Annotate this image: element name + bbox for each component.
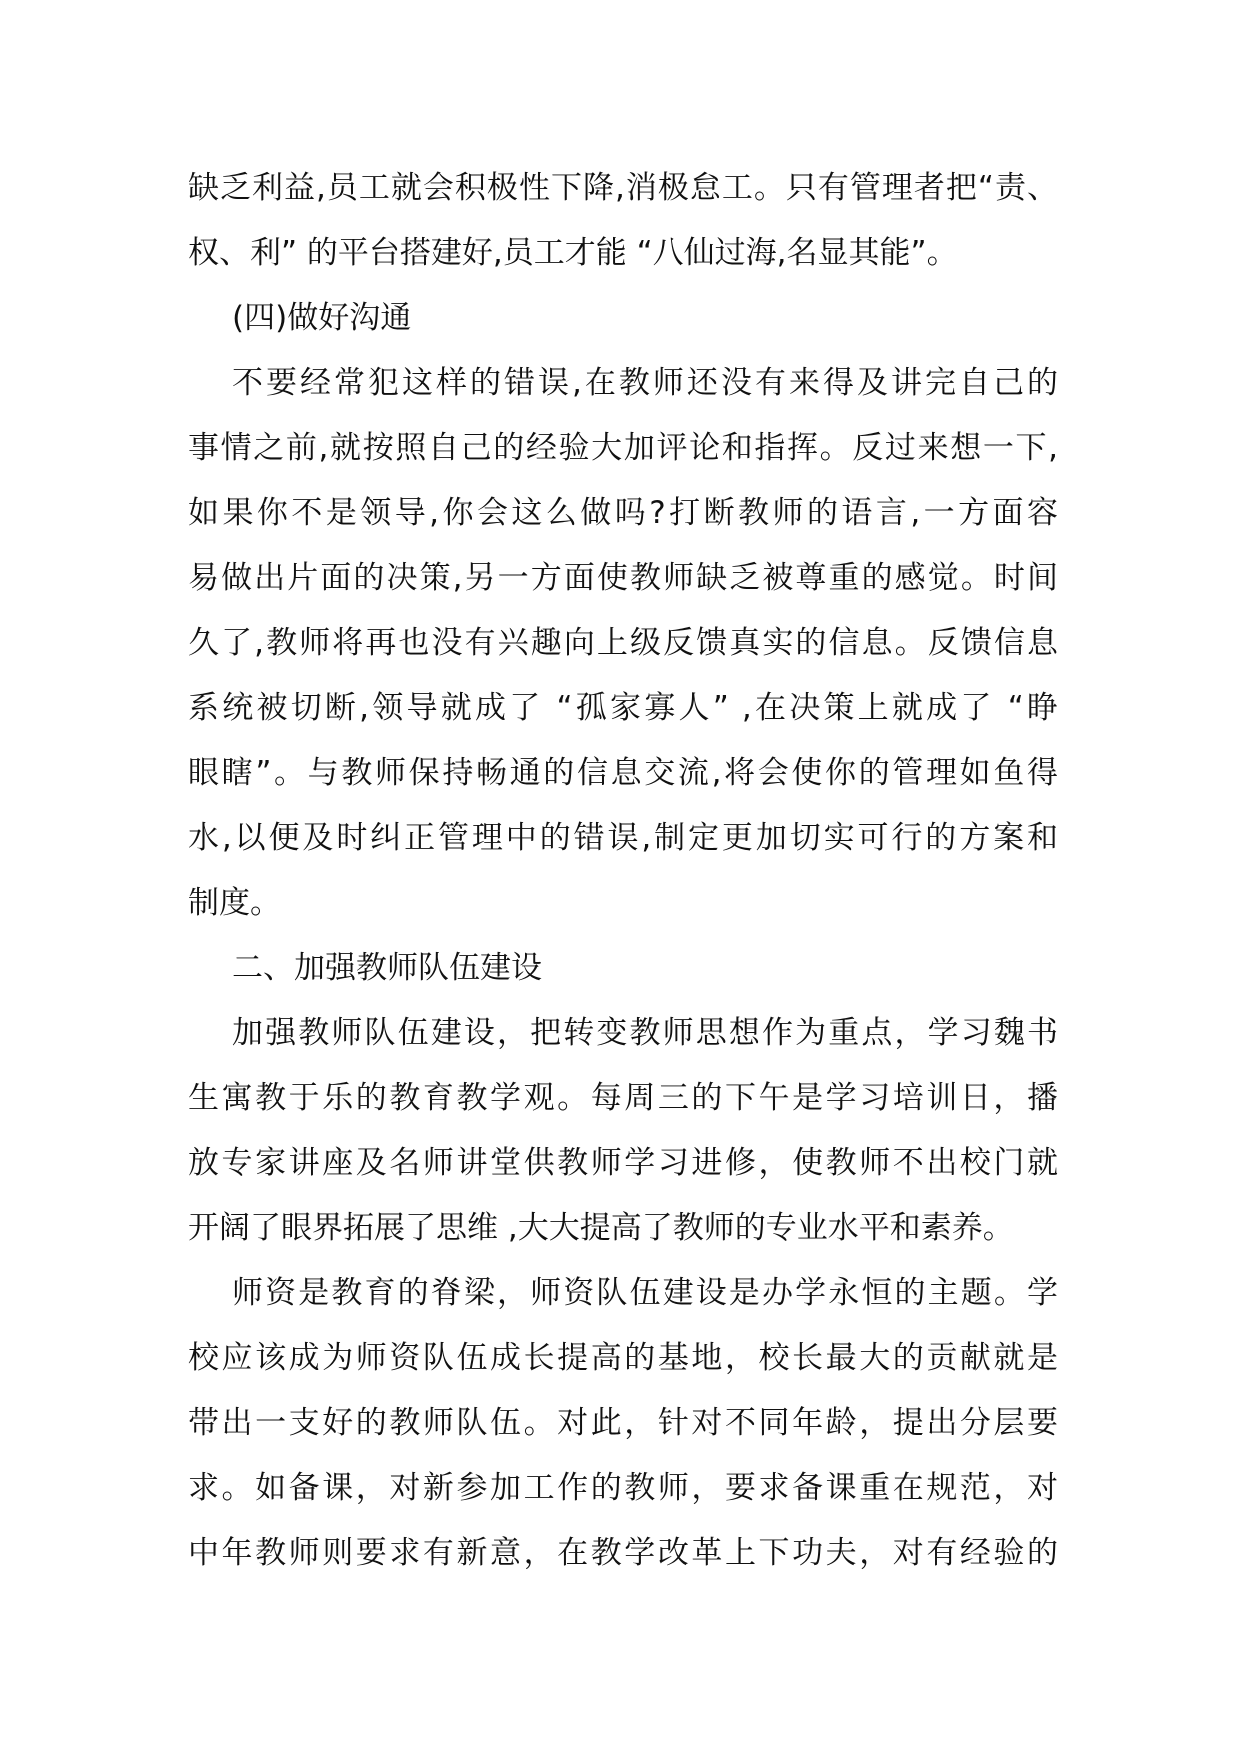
section-heading-teacher-team: 二、加强教师队伍建设 xyxy=(232,950,542,986)
text-line-8: 久了,教师将再也没有兴趣向上级反馈真实的信息。反馈信息 xyxy=(188,625,1058,661)
text-line-4: 不要经常犯这样的错误,在教师还没有来得及讲完自己的 xyxy=(232,365,1058,401)
text-line-12: 制度。 xyxy=(188,885,281,921)
section-heading-communication: (四)做好沟通 xyxy=(232,300,412,336)
text-line-9: 系统被切断,领导就成了 “孤家寡人” ,在决策上就成了 “睁 xyxy=(188,690,1058,726)
text-line-5: 事情之前,就按照自己的经验大加评论和指挥。反过来想一下, xyxy=(188,430,1058,466)
text-line-2: 权、利” 的平台搭建好,员工才能 “八仙过海,名显其能”。 xyxy=(188,235,958,271)
document-body xyxy=(188,156,1058,1586)
text-line-22: 中年教师则要求有新意，在教学改革上下功夫，对有经验的 xyxy=(188,1535,1058,1571)
text-line-19: 校应该成为师资队伍成长提高的基地，校长最大的贡献就是 xyxy=(188,1340,1058,1376)
text-line-21: 求。如备课，对新参加工作的教师，要求备课重在规范，对 xyxy=(188,1470,1058,1506)
text-line-11: 水,以便及时纠正管理中的错误,制定更加切实可行的方案和 xyxy=(188,820,1058,856)
text-line-7: 易做出片面的决策,另一方面使教师缺乏被尊重的感觉。时间 xyxy=(188,560,1058,596)
text-line-18: 师资是教育的脊梁，师资队伍建设是办学永恒的主题。学 xyxy=(232,1275,1058,1311)
text-line-6: 如果你不是领导,你会这么做吗?打断教师的语言,一方面容 xyxy=(188,495,1058,531)
text-line-17: 开阔了眼界拓展了思维 ,大大提高了教师的专业水平和素养。 xyxy=(188,1210,1014,1246)
text-line-20: 带出一支好的教师队伍。对此，针对不同年龄，提出分层要 xyxy=(188,1405,1058,1441)
text-line-14: 加强教师队伍建设，把转变教师思想作为重点，学习魏书 xyxy=(232,1015,1058,1051)
text-line-1: 缺乏利益,员工就会积极性下降,消极怠工。只有管理者把“责、 xyxy=(188,170,1058,206)
text-line-15: 生寓教于乐的教育教学观。每周三的下午是学习培训日，播 xyxy=(188,1080,1058,1116)
text-line-10: 眼瞎”。与教师保持畅通的信息交流,将会使你的管理如鱼得 xyxy=(188,755,1058,791)
text-line-16: 放专家讲座及名师讲堂供教师学习进修，使教师不出校门就 xyxy=(188,1145,1058,1181)
